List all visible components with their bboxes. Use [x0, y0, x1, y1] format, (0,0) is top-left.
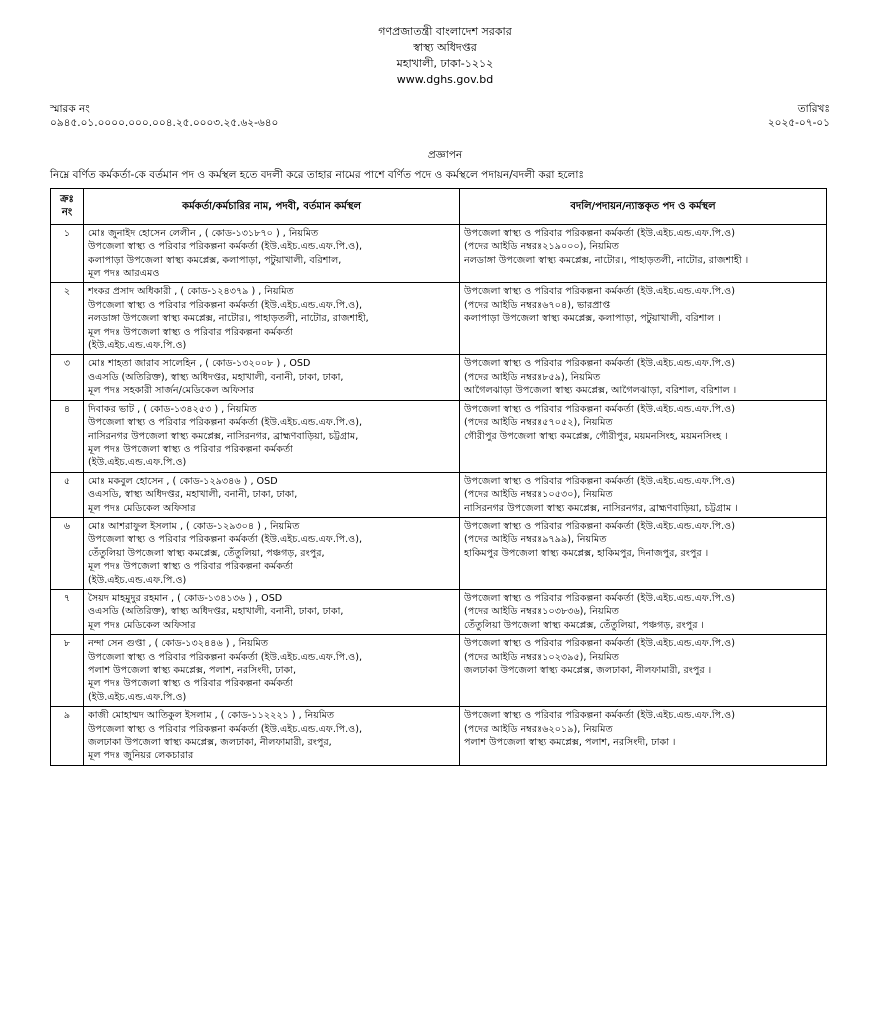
- row-serial: ৬: [51, 517, 84, 589]
- memo-date: ২০২৫-০৭-০১: [767, 117, 830, 129]
- header-current-post: কর্মকর্তা/কর্মচারির নাম, পদবী, বর্তমান কর্মস্থল: [84, 189, 460, 225]
- transfer-post-line: (পদের আইডি নম্বরঃ৫৭০৫২), নিয়মিত: [464, 417, 613, 429]
- government-name: গণপ্রজাতন্ত্রী বাংলাদেশ সরকার: [378, 25, 512, 38]
- row-serial: ৭: [51, 589, 84, 634]
- current-post-line: কলাপাড়া উপজেলা স্বাস্থ্য কমপ্লেক্স, কলাপাড়া, পটুয়াখালী, বরিশাল,: [88, 254, 342, 266]
- table-header-row: [51, 189, 827, 225]
- transfer-post-line: পলাশ উপজেলা স্বাস্থ্য কমপ্লেক্স, পলাশ, নরসিংদী, ঢাকা ।: [464, 737, 676, 749]
- header-serial-line: নং: [61, 207, 73, 219]
- transfer-table: [50, 188, 827, 766]
- row-serial: ১: [51, 224, 84, 283]
- transfer-post-line: (পদের আইডি নম্বরঃ১০৫৩০), নিয়মিত: [464, 489, 613, 501]
- current-post-line: উপজেলা স্বাস্থ্য ও পরিবার পরিকল্পনা কর্মকর্তা (ইউ.এইচ.এন্ড.এফ.পি.ও),: [88, 534, 363, 546]
- current-post-line: মূল পদঃ উপজেলা স্বাস্থ্য ও পরিবার পরিকল্পনা কর্মকর্তা: [88, 443, 293, 455]
- current-post-cell: [84, 517, 460, 589]
- transfer-post-line: (পদের আইডি নম্বরঃ৮৫৯), নিয়মিত: [464, 371, 601, 383]
- transfer-post-cell: [460, 224, 827, 283]
- transfer-post-line: উপজেলা স্বাস্থ্য ও পরিবার পরিকল্পনা কর্মকর্তা (ইউ.এইচ.এন্ড.এফ.পি.ও): [464, 403, 735, 415]
- memo-label: স্মারক নং: [50, 103, 90, 115]
- current-post-line: (ইউ.এইচ.এন্ড.এফ.পি.ও): [88, 691, 187, 703]
- row-serial: ৯: [51, 707, 84, 766]
- current-post-line: (ইউ.এইচ.এন্ড.এফ.পি.ও): [88, 574, 187, 586]
- current-post-cell: [84, 707, 460, 766]
- transfer-post-line: গৌরীপুর উপজেলা স্বাস্থ্য কমপ্লেক্স, গৌরীপুর, ময়মনসিংহ, ময়মনসিংহ ।: [464, 430, 728, 442]
- current-post-line: মূল পদঃ জুনিয়র লেকচারার: [88, 750, 194, 762]
- transfer-post-line: নলডাঙ্গা উপজেলা স্বাস্থ্য কমপ্লেক্স, নাটোর।, পাহাড়তলী, নাটোর, রাজশাহী ।: [464, 254, 749, 266]
- current-post-cell: [84, 224, 460, 283]
- transfer-post-line: উপজেলা স্বাস্থ্য ও পরিবার পরিকল্পনা কর্মকর্তা (ইউ.এইচ.এন্ড.এফ.পি.ও): [464, 638, 735, 650]
- row-serial: ৫: [51, 472, 84, 517]
- transfer-post-cell: [460, 283, 827, 355]
- letterhead: [0, 24, 890, 88]
- current-post-cell: [84, 589, 460, 634]
- current-post-line: মূল পদঃ উপজেলা স্বাস্থ্য ও পরিবার পরিকল্পনা কর্মকর্তা: [88, 678, 293, 690]
- current-post-line: মূল পদঃ উপজেলা স্বাস্থ্য ও পরিবার পরিকল্পনা কর্মকর্তা: [88, 326, 293, 338]
- current-post-line: মোঃ শাহতা জারাব সালেহিন , ( কোড-১৩২০০৮ ) , OSD: [88, 358, 311, 370]
- memo-reference: [50, 102, 278, 130]
- current-post-line: তেঁতুলিয়া উপজেলা স্বাস্থ্য কমপ্লেক্স, তেঁতুলিয়া, পঞ্চগড়, রংপুর,: [88, 547, 325, 559]
- header-serial: [51, 189, 84, 225]
- header-transfer-post: বদলি/পদায়ন/ন্যাস্তকৃত পদ ও কর্মস্থল: [460, 189, 827, 225]
- transfer-post-line: উপজেলা স্বাস্থ্য ও পরিবার পরিকল্পনা কর্মকর্তা (ইউ.এইচ.এন্ড.এফ.পি.ও): [464, 520, 735, 532]
- memo-number: ০৯৪৫.০১.০০০০.০০০.০০৪.২৫.০০০৩.২৫.৬২-৬৪০: [50, 117, 279, 129]
- transfer-post-line: উপজেলা স্বাস্থ্য ও পরিবার পরিকল্পনা কর্মকর্তা (ইউ.এইচ.এন্ড.এফ.পি.ও): [464, 710, 735, 722]
- transfer-post-line: উপজেলা স্বাস্থ্য ও পরিবার পরিকল্পনা কর্মকর্তা (ইউ.এইচ.এন্ড.এফ.পি.ও): [464, 227, 735, 239]
- current-post-cell: [84, 400, 460, 472]
- current-post-cell: [84, 472, 460, 517]
- current-post-line: মোঃ জুনাইদ হোসেন লেলীন , ( কোড-১৩১৮৭০ ) , নিয়মিত: [88, 227, 319, 239]
- transfer-post-line: উপজেলা স্বাস্থ্য ও পরিবার পরিকল্পনা কর্মকর্তা (ইউ.এইচ.এন্ড.এফ.পি.ও): [464, 592, 735, 604]
- row-serial: ৪: [51, 400, 84, 472]
- current-post-line: উপজেলা স্বাস্থ্য ও পরিবার পরিকল্পনা কর্মকর্তা (ইউ.এইচ.এন্ড.এফ.পি.ও),: [88, 723, 363, 735]
- current-post-line: নলডাঙ্গা উপজেলা স্বাস্থ্য কমপ্লেক্স, নাটোর।, পাহাড়তলী, নাটোর, রাজশাহী,: [88, 313, 369, 325]
- current-post-line: (ইউ.এইচ.এন্ড.এফ.পি.ও): [88, 457, 187, 469]
- transfer-post-line: (পদের আইডি নম্বরঃ৯৭৯৯), নিয়মিত: [464, 534, 607, 546]
- transfer-post-cell: [460, 472, 827, 517]
- current-post-line: ওএসডি, স্বাস্থ্য অধিদপ্তর, মহাখালী, বনানী, ঢাকা, ঢাকা,: [88, 489, 298, 501]
- table-row: [51, 224, 827, 283]
- current-post-line: উপজেলা স্বাস্থ্য ও পরিবার পরিকল্পনা কর্মকর্তা (ইউ.এইচ.এন্ড.এফ.পি.ও),: [88, 299, 363, 311]
- date-label: তারিখঃ: [797, 103, 830, 115]
- table-row: [51, 589, 827, 634]
- table-row: [51, 517, 827, 589]
- current-post-cell: [84, 635, 460, 707]
- row-serial: ৮: [51, 635, 84, 707]
- current-post-line: নাসিরনগর উপজেলা স্বাস্থ্য কমপ্লেক্স, নাসিরনগর, ব্রাহ্মণবাড়িয়া, চট্টগ্রাম,: [88, 430, 359, 442]
- transfer-post-line: উপজেলা স্বাস্থ্য ও পরিবার পরিকল্পনা কর্মকর্তা (ইউ.এইচ.এন্ড.এফ.পি.ও): [464, 475, 735, 487]
- transfer-post-line: আগৈলঝাড়া উপজেলা স্বাস্থ্য কমপ্লেক্স, আগৈলঝাড়া, বরিশাল, বরিশাল ।: [464, 385, 737, 397]
- transfer-post-cell: [460, 517, 827, 589]
- current-post-line: মূল পদঃ সহকারী সার্জন/মেডিকেল অফিসার: [88, 385, 255, 397]
- table-row: [51, 707, 827, 766]
- transfer-post-cell: [460, 589, 827, 634]
- current-post-line: উপজেলা স্বাস্থ্য ও পরিবার পরিকল্পনা কর্মকর্তা (ইউ.এইচ.এন্ড.এফ.পি.ও),: [88, 417, 363, 429]
- current-post-line: মূল পদঃ আরএমও: [88, 268, 160, 280]
- transfer-post-line: উপজেলা স্বাস্থ্য ও পরিবার পরিকল্পনা কর্মকর্তা (ইউ.এইচ.এন্ড.এফ.পি.ও): [464, 358, 735, 370]
- current-post-line: মোঃ আশরাফুল ইসলাম , ( কোড-১২৯৩০৪ ) , নিয়মিত: [88, 520, 300, 532]
- table-row: [51, 472, 827, 517]
- current-post-line: ওএসডি (অতিরিক্ত), স্বাস্থ্য অধিদপ্তর, মহাখালী, বনানী, ঢাকা, ঢাকা,: [88, 606, 344, 618]
- website-text: www.dghs.gov.bd: [396, 73, 494, 86]
- memo-date-block: [768, 102, 830, 130]
- current-post-line: কাজী মোহাম্মদ আতিকুল ইসলাম , ( কোড-১১২২২১ ) , নিয়মিত: [88, 710, 335, 722]
- office-address: মহাখালী, ঢাকা-১২১২: [396, 57, 494, 70]
- current-post-cell: [84, 355, 460, 400]
- transfer-post-cell: [460, 400, 827, 472]
- notice-title: প্রজ্ঞাপন: [427, 149, 463, 161]
- current-post-line: ওএসডি (অতিরিক্ত), স্বাস্থ্য অধিদপ্তর, মহাখালী, বনানী, ঢাকা, ঢাকা,: [88, 371, 344, 383]
- current-post-line: মূল পদঃ মেডিকেল অফিসার: [88, 502, 196, 514]
- current-post-line: মূল পদঃ উপজেলা স্বাস্থ্য ও পরিবার পরিকল্পনা কর্মকর্তা: [88, 561, 293, 573]
- table-row: [51, 355, 827, 400]
- current-post-line: নন্দা সেন গুপ্তা , ( কোড-১৩২৪৪৬ ) , নিয়মিত: [88, 638, 269, 650]
- current-post-line: উপজেলা স্বাস্থ্য ও পরিবার পরিকল্পনা কর্মকর্তা (ইউ.এইচ.এন্ড.এফ.পি.ও),: [88, 241, 363, 253]
- transfer-post-line: নাসিরনগর উপজেলা স্বাস্থ্য কমপ্লেক্স, নাসিরনগর, ব্রাহ্মণবাড়িয়া, চট্টগ্রাম ।: [464, 502, 738, 514]
- transfer-post-cell: [460, 635, 827, 707]
- current-post-line: দিবাকর ভাট , ( কোড-১৩৪২৫৩ ) , নিয়মিত: [88, 403, 257, 415]
- transfer-post-line: (পদের আইডি নম্বরঃ৬৭০৪), ভারপ্রাপ্ত: [464, 299, 611, 311]
- transfer-post-line: হাকিমপুর উপজেলা স্বাস্থ্য কমপ্লেক্স, হাকিমপুর, দিনাজপুর, রংপুর ।: [464, 547, 709, 559]
- header-serial-line: ক্রঃ: [60, 194, 74, 205]
- current-post-line: শংকর প্রসাদ অধিকারী , ( কোড-১২৪৩৭৯ ) , নিয়মিত: [88, 286, 294, 298]
- transfer-post-cell: [460, 355, 827, 400]
- current-post-line: মোঃ মকবুল হোসেন , ( কোড-১২৯৩৪৬ ) , OSD: [88, 475, 278, 487]
- current-post-line: জলঢাকা উপজেলা স্বাস্থ্য কমপ্লেক্স, জলঢাকা, নীলফামারী, রংপুর,: [88, 737, 332, 749]
- current-post-cell: [84, 283, 460, 355]
- table-row: [51, 635, 827, 707]
- transfer-post-line: (পদের আইডি নম্বরঃ১০৩৮৩৬), নিয়মিত: [464, 606, 619, 618]
- row-serial: ৩: [51, 355, 84, 400]
- intro-paragraph: নিম্নে বর্ণিত কর্মকর্তা-কে বর্তমান পদ ও কর্মস্থল হতে বদলী করে তাহার নামের পাশে বর্ণিত পদে ও কর্মস্থলে পদায়ন/বদলী করা হলোঃ: [50, 169, 585, 181]
- table-row: [51, 283, 827, 355]
- current-post-line: মূল পদঃ মেডিকেল অফিসার: [88, 619, 196, 631]
- transfer-post-line: কলাপাড়া উপজেলা স্বাস্থ্য কমপ্লেক্স, কলাপাড়া, পটুয়াখালী, বরিশাল ।: [464, 313, 721, 325]
- transfer-post-cell: [460, 707, 827, 766]
- transfer-post-line: জলঢাকা উপজেলা স্বাস্থ্য কমপ্লেক্স, জলঢাকা, নীলফামারী, রংপুর ।: [464, 665, 712, 676]
- transfer-post-line: (পদের আইডি নম্বরঃ৬২০১৯), নিয়মিত: [464, 723, 613, 735]
- transfer-post-line: (পদের আইডি নম্বরঃ২১৯০০০), নিয়মিত: [464, 241, 619, 253]
- current-post-line: উপজেলা স্বাস্থ্য ও পরিবার পরিকল্পনা কর্মকর্তা (ইউ.এইচ.এন্ড.এফ.পি.ও),: [88, 651, 363, 663]
- table-row: [51, 400, 827, 472]
- current-post-line: সৈয়দ মাহমুদুর রহমান , ( কোড-১৩৪১৩৬ ) , OSD: [88, 592, 283, 604]
- current-post-line: (ইউ.এইচ.এন্ড.এফ.পি.ও): [88, 340, 187, 352]
- transfer-post-line: (পদের আইডি নম্বরঃ১০২৩৯৫), নিয়মিত: [464, 651, 619, 663]
- current-post-line: পলাশ উপজেলা স্বাস্থ্য কমপ্লেক্স, পলাশ, নরসিংদী, ঢাকা,: [88, 665, 297, 676]
- transfer-post-line: উপজেলা স্বাস্থ্য ও পরিবার পরিকল্পনা কর্মকর্তা (ইউ.এইচ.এন্ড.এফ.পি.ও): [464, 286, 735, 298]
- transfer-post-line: তেঁতুলিয়া উপজেলা স্বাস্থ্য কমপ্লেক্স, তেঁতুলিয়া, পঞ্চগড়, রংপুর ।: [464, 619, 704, 631]
- department-name: স্বাস্থ্য অধিদপ্তর: [413, 41, 477, 54]
- row-serial: ২: [51, 283, 84, 355]
